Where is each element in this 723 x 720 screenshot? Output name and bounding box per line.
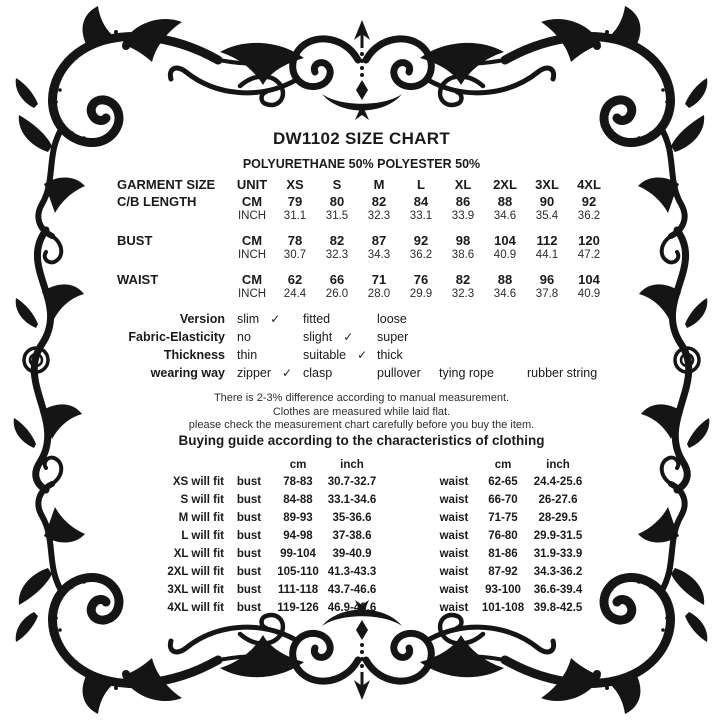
guide-bust-label: bust: [236, 494, 262, 506]
size-cell: CM: [241, 271, 263, 287]
guide-bust-inch: 39-40.9: [332, 548, 372, 560]
material-subtitle: POLYURETHANE 50% POLYESTER 50%: [242, 157, 481, 171]
size-table-row: [117, 262, 610, 287]
guide-waist-inch: 24.4-25.6: [533, 476, 583, 488]
guide-bust-inch: 33.1-34.6: [327, 494, 377, 506]
size-cell: [117, 287, 230, 301]
size-cell: 87: [371, 232, 387, 248]
measurement-notes: [0, 392, 723, 433]
size-cell: 31.5: [325, 210, 349, 222]
size-cell: 40.9: [493, 249, 517, 261]
size-cell: 36.2: [409, 249, 433, 261]
guide-bust-cm: 94-98: [283, 530, 313, 542]
characteristic-option: [291, 312, 365, 326]
size-cell: 78: [287, 232, 303, 248]
size-cell: 120: [578, 232, 600, 248]
characteristic-row: [120, 364, 625, 382]
buying-guide-row: [148, 473, 590, 491]
buying-guide-row: [148, 581, 590, 599]
guide-header-cell: inch: [340, 459, 364, 471]
option-text: slight: [303, 330, 333, 344]
buying-guide-heading: Buying guide according to the characteristics of clothing: [178, 433, 545, 448]
guide-waist-label: waist: [439, 512, 469, 524]
guide-waist-cm: 93-100: [485, 584, 521, 596]
size-cell: 104: [494, 232, 516, 248]
characteristic-row: [120, 310, 625, 328]
size-cell: 34.3: [367, 249, 391, 261]
size-table-row: [117, 223, 610, 248]
guide-waist-label: waist: [439, 530, 469, 542]
guide-size-label: XS will fit: [172, 476, 224, 488]
guide-waist-cm: 101-108: [481, 602, 525, 614]
guide-bust-label: bust: [236, 512, 262, 524]
size-cell: 76: [413, 271, 429, 287]
guide-waist-label: waist: [439, 566, 469, 578]
guide-waist-label: waist: [439, 494, 469, 506]
guide-waist-label: waist: [439, 584, 469, 596]
size-cell: 35.4: [535, 210, 559, 222]
size-cell: [117, 248, 230, 262]
option-text: clasp: [303, 366, 333, 380]
size-cell: 38.6: [451, 249, 475, 261]
guide-bust-cm: 111-118: [277, 584, 319, 596]
characteristic-option: [427, 366, 515, 380]
guide-waist-cm: 76-80: [488, 530, 518, 542]
size-cell: 31.1: [283, 210, 307, 222]
guide-waist-cm: 71-75: [488, 512, 518, 524]
size-cell: 84: [413, 193, 429, 209]
guide-waist-inch: 36.6-39.4: [533, 584, 583, 596]
size-cell: 37.8: [535, 288, 559, 300]
size-column-header: 4XL: [577, 177, 601, 192]
size-table: [117, 176, 610, 301]
size-cell: 29.9: [409, 288, 433, 300]
size-column-header: M: [373, 177, 385, 192]
characteristic-option: [365, 348, 427, 362]
size-cell: 88: [497, 271, 513, 287]
size-cell: CM: [241, 232, 263, 248]
size-table-row: [117, 287, 610, 301]
option-text: slim: [237, 312, 260, 326]
guide-bust-label: bust: [236, 602, 262, 614]
size-cell: 79: [287, 193, 303, 209]
size-cell: INCH: [237, 249, 267, 261]
guide-bust-cm: 84-88: [283, 494, 313, 506]
guide-size-label: 4XL will fit: [167, 602, 224, 614]
size-cell: 32.3: [367, 210, 391, 222]
buying-guide-row: [148, 545, 590, 563]
guide-bust-label: bust: [236, 548, 262, 560]
size-cell: 82: [455, 271, 471, 287]
guide-bust-inch: 41.3-43.3: [327, 566, 377, 578]
characteristic-option: [291, 348, 368, 362]
size-cell: 32.3: [451, 288, 475, 300]
size-cell: 112: [536, 232, 558, 248]
check-icon: ✓: [343, 330, 354, 344]
size-cell: WAIST: [117, 271, 159, 287]
characteristic-label: Thickness: [163, 348, 225, 362]
guide-waist-inch: 29.9-31.5: [533, 530, 583, 542]
size-cell: 96: [539, 271, 555, 287]
guide-waist-cm: 81-86: [488, 548, 518, 560]
size-cell: 98: [455, 232, 471, 248]
buying-guide-row: [148, 527, 590, 545]
option-text: tying rope: [439, 366, 494, 380]
guide-bust-inch: 37-38.6: [332, 530, 372, 542]
size-cell: 34.6: [493, 210, 517, 222]
guide-bust-inch: 35-36.6: [332, 512, 372, 524]
guide-waist-inch: 39.8-42.5: [533, 602, 583, 614]
guide-bust-inch: 30.7-32.7: [327, 476, 377, 488]
size-column-header: 2XL: [493, 177, 517, 192]
guide-header-cell: inch: [546, 459, 570, 471]
guide-waist-label: waist: [439, 548, 469, 560]
option-text: thick: [377, 348, 403, 362]
characteristic-option: [515, 366, 625, 380]
size-column-header: GARMENT SIZE: [117, 177, 216, 192]
size-cell: 24.4: [283, 288, 307, 300]
guide-bust-cm: 119-126: [277, 602, 319, 614]
guide-bust-cm: 105-110: [277, 566, 319, 578]
guide-waist-label: waist: [439, 602, 469, 614]
buying-guide-table: [148, 457, 590, 617]
size-cell: 28.0: [367, 288, 391, 300]
guide-bust-label: bust: [236, 530, 262, 542]
guide-waist-cm: 66-70: [488, 494, 518, 506]
guide-size-label: XL will fit: [173, 548, 224, 560]
note-line: There is 2-3% difference according to manual measurement.: [213, 392, 510, 404]
buying-guide-row: [148, 599, 590, 617]
characteristics-list: [120, 310, 625, 382]
option-text: zipper: [237, 366, 272, 380]
characteristic-option: [365, 366, 427, 380]
check-icon: ✓: [357, 348, 368, 362]
guide-bust-cm: 78-83: [283, 476, 313, 488]
characteristic-option: [365, 330, 427, 344]
page-title: DW1102 SIZE CHART: [272, 129, 451, 148]
buying-guide-row: [148, 491, 590, 509]
size-cell: C/B LENGTH: [117, 193, 197, 209]
option-text: pullover: [377, 366, 421, 380]
size-column-header: L: [417, 177, 425, 192]
size-cell: 26.0: [325, 288, 349, 300]
size-cell: 86: [455, 193, 471, 209]
guide-waist-inch: 34.3-36.2: [533, 566, 583, 578]
option-text: rubber string: [527, 366, 598, 380]
option-text: fitted: [303, 312, 331, 326]
characteristic-row: [120, 328, 625, 346]
note-line: please check the measurement chart carefully before you buy the item.: [188, 419, 535, 431]
size-cell: 92: [581, 193, 597, 209]
size-cell: 47.2: [577, 249, 601, 261]
characteristic-label: wearing way: [150, 366, 225, 380]
size-cell: [117, 209, 230, 223]
characteristic-option: [291, 330, 365, 344]
size-column-header: XL: [454, 177, 472, 192]
guide-bust-inch: 46.9-49.6: [327, 602, 377, 614]
size-cell: BUST: [117, 232, 153, 248]
size-cell: CM: [241, 193, 263, 209]
size-cell: 30.7: [283, 249, 307, 261]
guide-size-label: M will fit: [178, 512, 224, 524]
characteristic-option: [225, 348, 291, 362]
guide-header-cell: cm: [494, 459, 512, 471]
guide-size-label: 3XL will fit: [167, 584, 224, 596]
characteristic-label: Fabric-Elasticity: [128, 330, 225, 344]
size-cell: 82: [329, 232, 345, 248]
buying-guide-row: [148, 563, 590, 581]
size-cell: 82: [371, 193, 387, 209]
size-cell: 92: [413, 232, 429, 248]
size-cell: 32.3: [325, 249, 349, 261]
characteristic-row: [120, 346, 625, 364]
option-text: super: [377, 330, 409, 344]
size-column-header: XS: [286, 177, 304, 192]
size-table-header-row: [117, 176, 610, 193]
characteristic-label: Version: [179, 312, 225, 326]
characteristic-option: [365, 312, 427, 326]
size-table-row: [117, 193, 610, 209]
size-cell: INCH: [237, 210, 267, 222]
characteristic-option: [291, 366, 365, 380]
size-cell: 62: [287, 271, 303, 287]
size-cell: 80: [329, 193, 345, 209]
check-icon: ✓: [282, 366, 293, 380]
guide-waist-inch: 26-27.6: [538, 494, 578, 506]
size-table-row: [117, 248, 610, 262]
guide-waist-inch: 31.9-33.9: [533, 548, 583, 560]
option-text: thin: [237, 348, 258, 362]
guide-size-label: S will fit: [180, 494, 224, 506]
size-cell: 88: [497, 193, 513, 209]
guide-waist-cm: 87-92: [488, 566, 518, 578]
size-cell: 34.6: [493, 288, 517, 300]
size-column-header: S: [332, 177, 342, 192]
guide-bust-label: bust: [236, 476, 262, 488]
guide-bust-cm: 89-93: [283, 512, 313, 524]
guide-waist-cm: 62-65: [488, 476, 518, 488]
characteristic-option: [225, 312, 291, 326]
guide-bust-label: bust: [236, 566, 262, 578]
characteristic-option: [225, 366, 291, 380]
buying-guide-row: [148, 509, 590, 527]
characteristic-option: [225, 330, 291, 344]
size-cell: 36.2: [577, 210, 601, 222]
guide-waist-label: waist: [439, 476, 469, 488]
size-column-header: UNIT: [236, 177, 268, 192]
guide-bust-label: bust: [236, 584, 262, 596]
size-cell: 40.9: [577, 288, 601, 300]
option-text: no: [237, 330, 251, 344]
guide-size-label: 2XL will fit: [167, 566, 224, 578]
size-cell: 44.1: [535, 249, 559, 261]
size-cell: 90: [539, 193, 555, 209]
buying-guide-header-row: [148, 457, 590, 473]
guide-bust-cm: 99-104: [280, 548, 316, 560]
size-cell: 66: [329, 271, 345, 287]
size-table-row: [117, 209, 610, 223]
note-line: Clothes are measured while laid flat.: [272, 405, 451, 418]
guide-bust-inch: 43.7-46.6: [327, 584, 377, 596]
size-cell: INCH: [237, 288, 267, 300]
check-icon: ✓: [270, 312, 281, 326]
guide-waist-inch: 28-29.5: [538, 512, 578, 524]
size-cell: 33.9: [451, 210, 475, 222]
size-cell: 33.1: [409, 210, 433, 222]
size-column-header: 3XL: [535, 177, 559, 192]
guide-size-label: L will fit: [181, 530, 224, 542]
option-text: suitable: [303, 348, 347, 362]
guide-header-cell: cm: [289, 459, 307, 471]
size-cell: 71: [371, 271, 387, 287]
size-cell: 104: [578, 271, 600, 287]
option-text: loose: [377, 312, 407, 326]
